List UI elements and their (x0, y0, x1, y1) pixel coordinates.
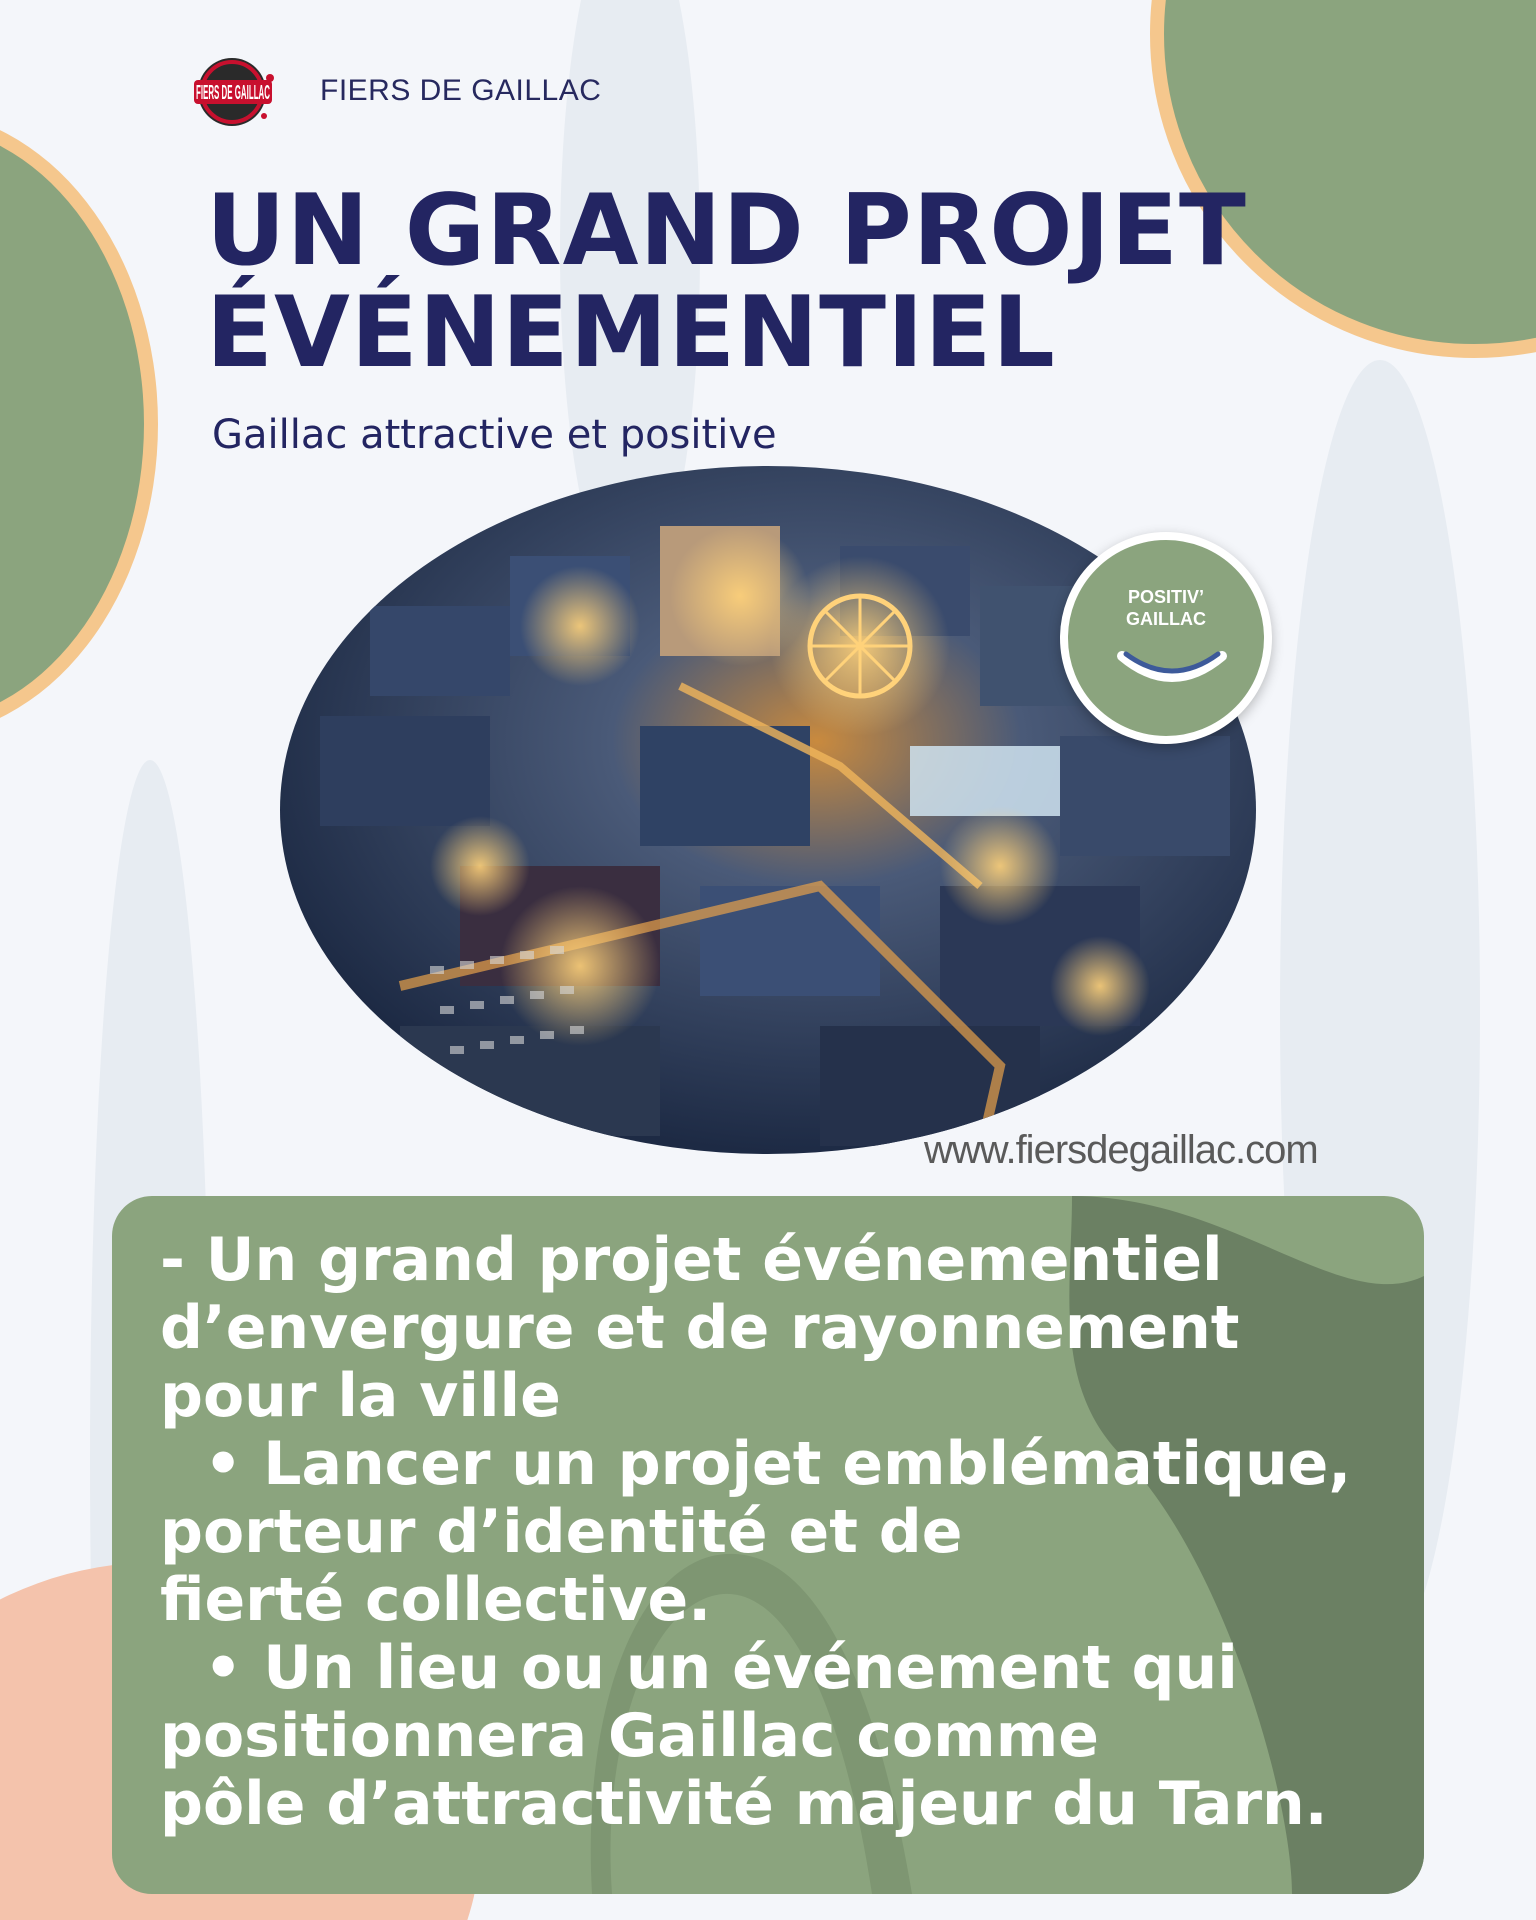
badge-line: POSITIV’ (1127, 587, 1205, 607)
title-line: UN GRAND PROJET (206, 174, 1247, 288)
body-line: d’envergure et de rayonnement (160, 1293, 1240, 1363)
body-text (160, 1226, 1351, 1838)
decor-circle-left (0, 110, 158, 738)
brand-name: FIERS DE GAILLAC (320, 74, 602, 107)
body-line: positionnera Gaillac comme (160, 1701, 1099, 1771)
body-line: porteur d’identité et de (160, 1497, 963, 1567)
body-line: fierté collective. (160, 1565, 712, 1635)
positiv-gaillac-badge (1060, 532, 1272, 744)
page-title (206, 174, 1247, 390)
website-url: www.fiersdegaillac.com (924, 1128, 1318, 1172)
body-line: pour la ville (160, 1361, 561, 1431)
body-line: • Lancer un projet emblématique, (204, 1429, 1352, 1499)
logo (184, 50, 284, 130)
logo-text: FIERS DE GAILLAC (196, 82, 270, 104)
body-line: • Un lieu ou un événement qui (204, 1633, 1238, 1703)
body-line: pôle d’attractivité majeur du Tarn. (160, 1769, 1328, 1839)
smile-icon (1116, 650, 1228, 690)
body-line: - Un grand projet événementiel (160, 1225, 1223, 1295)
badge-line: GAILLAC (1126, 609, 1206, 629)
title-line: ÉVÉNEMENTIEL (206, 276, 1056, 390)
subtitle: Gaillac attractive et positive (212, 412, 777, 458)
content-panel (112, 1196, 1424, 1894)
